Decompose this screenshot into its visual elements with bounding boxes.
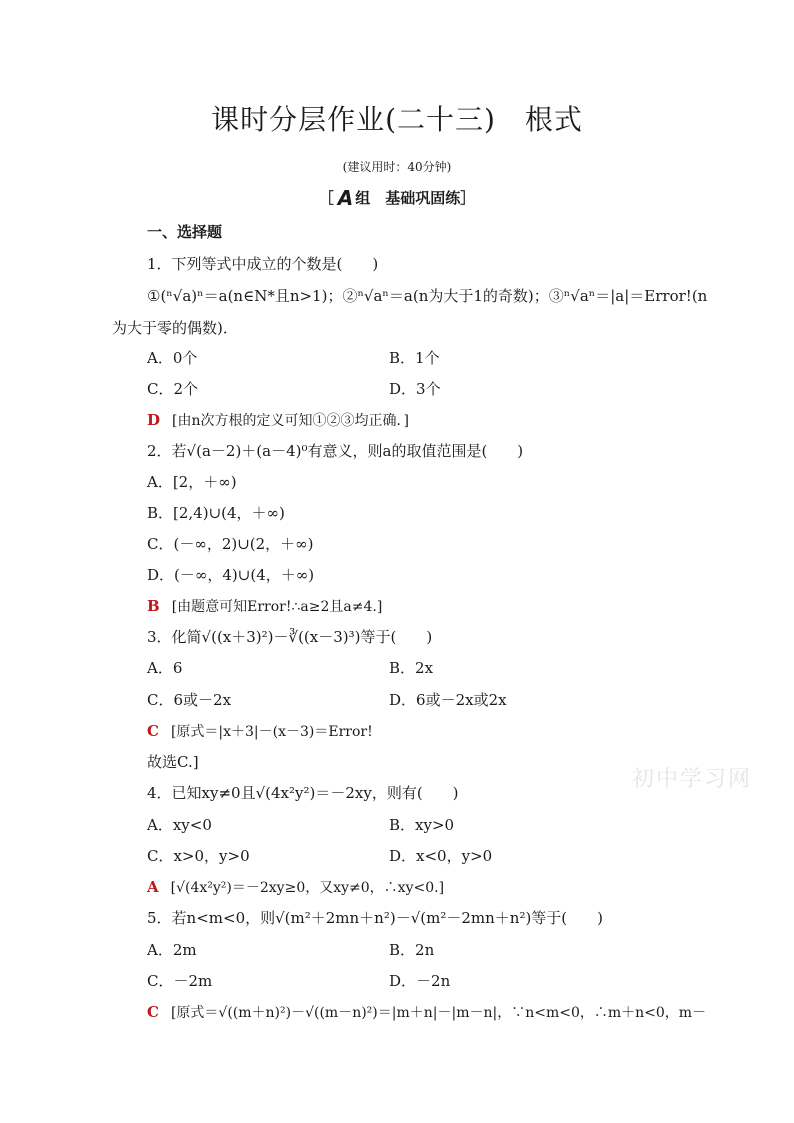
q4-option-a: A．xy<0 (147, 816, 212, 834)
q5-stem: 5．若n<m<0，则√(m²＋2mn＋n²)－√(m²－2mn＋n²)等于( ) (147, 909, 604, 927)
q3-answer: C (147, 722, 159, 740)
q3-option-b: B．2x (389, 659, 434, 677)
q2-answer: B (147, 597, 160, 615)
q3-solution (147, 721, 373, 742)
q1-option-b: B．1个 (389, 349, 440, 367)
q3-option-d: D．6或－2x或2x (389, 691, 507, 709)
q2-stem: 2．若√(a－2)＋(a－4)⁰有意义，则a的取值范围是( ) (147, 442, 524, 460)
q1-option-c: C．2个 (147, 380, 199, 398)
q4-option-b: B．xy>0 (389, 816, 455, 834)
q2-option-a: A．[2，＋∞) (147, 473, 237, 491)
q2-solution (147, 596, 382, 617)
q2-option-d: D．(－∞，4)∪(4，＋∞) (147, 566, 315, 584)
bracket-right: ］ (460, 189, 476, 207)
group-heading (0, 186, 794, 210)
q5-option-b: B．2n (389, 941, 435, 959)
q3-explanation-cont: 故选C.] (147, 753, 199, 771)
q4-stem: 4．已知xy≠0且√(4x²y²)＝－2xy，则有( ) (147, 784, 459, 802)
q3-option-c: C．6或－2x (147, 691, 232, 709)
q2-option-c: C．(－∞，2)∪(2，＋∞) (147, 535, 314, 553)
q2-explanation: [由题意可知Error!∴a≥2且a≠4.] (171, 599, 383, 615)
q5-option-d: D．－2n (389, 972, 451, 990)
q1-stem: 1．下列等式中成立的个数是( ) (147, 255, 379, 273)
q4-option-d: D．x<0，y>0 (389, 847, 493, 865)
q1-option-a: A．0个 (147, 349, 198, 367)
group-label: 组 基础巩固练 (355, 189, 461, 207)
suggested-time: (建议用时：40分钟) (342, 160, 452, 174)
q4-option-c: C．x>0，y>0 (147, 847, 250, 865)
q5-explanation: [原式＝√((m＋n)²)－√((m－n)²)＝|m＋n|－|m－n|，∵n<m<0，∴m＋n<0，m－ (170, 1005, 707, 1021)
section-heading: 一、选择题 (147, 223, 223, 241)
q5-option-a: A．2m (147, 941, 197, 959)
q1-statements-cont: 为大于零的偶数)． (112, 319, 238, 337)
bracket-left: ［ (318, 189, 334, 207)
page-title: 课时分层作业(二十三) 根式 (211, 103, 583, 136)
q1-statements: ①(ⁿ√a)ⁿ＝a(n∈N*且n>1)；②ⁿ√aⁿ＝a(n为大于1的奇数)；③ⁿ√aⁿ＝|a|＝Error!(n (147, 287, 708, 305)
q4-explanation: [√(4x²y²)＝－2xy≥0，又xy≠0，∴xy<0.] (170, 880, 445, 896)
q5-option-c: C．－2m (147, 972, 213, 990)
q4-solution (147, 877, 444, 898)
q1-solution (147, 410, 409, 431)
q5-solution (147, 1002, 706, 1023)
q3-option-a: A．6 (147, 659, 183, 677)
q4-answer: A (147, 878, 159, 896)
q1-answer: D (147, 411, 161, 429)
q3-stem: 3．化简√((x＋3)²)－∛((x－3)³)等于( ) (147, 628, 433, 646)
q5-answer: C (147, 1003, 159, 1021)
q1-option-d: D．3个 (389, 380, 441, 398)
q1-explanation: [由n次方根的定义可知①②③均正确．] (172, 413, 409, 429)
q2-option-b: B．[2,4)∪(4，＋∞) (147, 504, 285, 522)
watermark: 初中学习网 (632, 767, 753, 792)
group-letter: A (337, 186, 354, 210)
q3-explanation: [原式＝|x＋3|－(x－3)＝Error! (170, 724, 373, 740)
